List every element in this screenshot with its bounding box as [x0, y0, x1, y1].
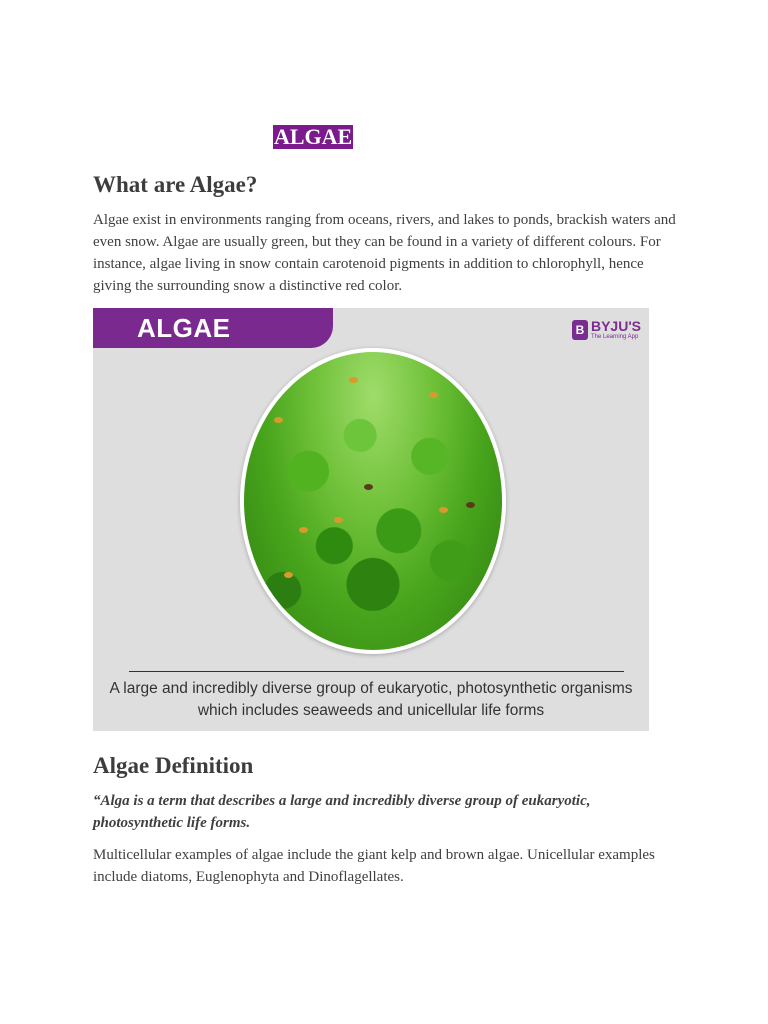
section-heading-algae-definition: Algae Definition: [93, 753, 254, 778]
brand-name: BYJU'S: [590, 318, 641, 334]
algae-speck: [364, 484, 373, 490]
figure-banner: ALGAE: [93, 308, 333, 348]
intro-paragraph: Algae exist in environments ranging from oceans, rivers, and lakes to ponds, brackish waters and even snow. Algae are usually green, but they can be found in a variety of different colours. For instance, algae living in snow contain carotenoid pigments in addition to chlorophyll, hence giving the surrounding snow a distinctive red color.: [93, 212, 676, 294]
figure-caption-line-2: which includes seaweeds and unicellular life forms: [197, 702, 545, 719]
document-title: ALGAE: [274, 124, 353, 149]
section-heading-what-are-algae: What are Algae?: [93, 172, 258, 197]
figure-caption: [93, 678, 649, 722]
title-block: [273, 125, 353, 149]
algae-speck: [274, 417, 283, 423]
brand-logo: [572, 319, 641, 340]
byjus-logo-icon: B: [572, 320, 588, 340]
algae-speck: [466, 502, 475, 508]
algae-figure: [93, 308, 649, 731]
algae-speck: [284, 572, 293, 578]
figure-caption-line-1: A large and incredibly diverse group of eukaryotic, photosynthetic organisms: [109, 680, 633, 697]
algae-speck: [334, 517, 343, 523]
algae-photo: [240, 348, 506, 654]
caption-divider: [129, 671, 624, 672]
algae-speck: [429, 392, 438, 398]
algae-speck: [439, 507, 448, 513]
examples-paragraph: Multicellular examples of algae include the giant kelp and brown algae. Unicellular examples include diatoms, Euglenophyta and Dinoflagellates.: [93, 847, 655, 885]
algae-speck: [299, 527, 308, 533]
brand-tagline: The Learning App: [590, 334, 639, 340]
brand-text: [591, 319, 641, 340]
definition-quote: “Alga is a term that describes a large and incredibly diverse group of eukaryotic, photosynthetic life forms.: [93, 793, 591, 831]
algae-speck: [349, 377, 358, 383]
